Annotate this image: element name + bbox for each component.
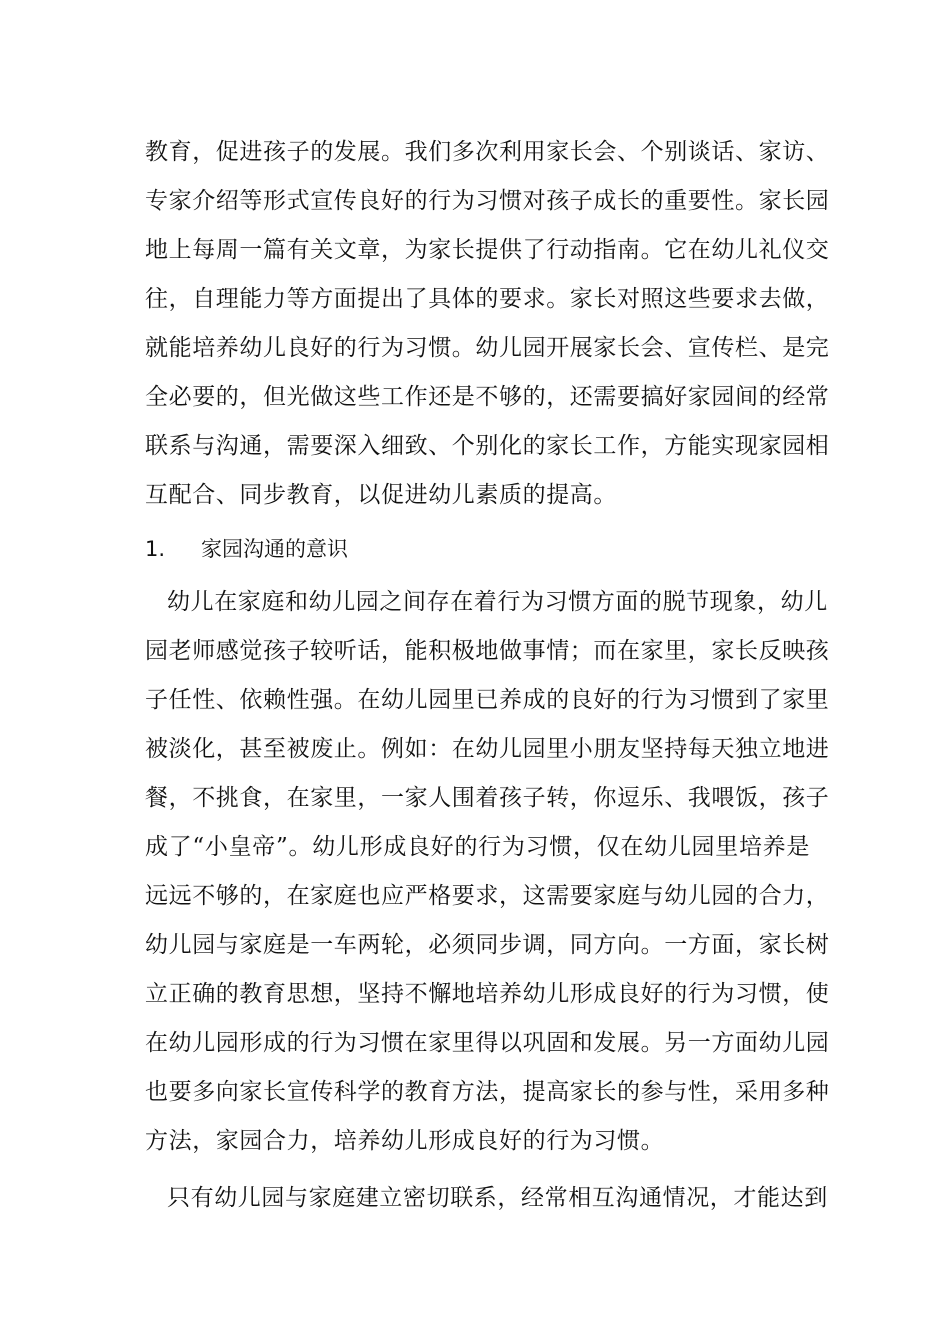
text-line: 地上每周一篇有关文章，为家长提供了行动指南。它在幼儿礼仪交 <box>145 237 830 263</box>
text-line: 园老师感觉孩子较听话，能积极地做事情；而在家里，家长反映孩 <box>145 638 830 664</box>
text-line: 就能培养幼儿良好的行为习惯。幼儿园开展家长会、宣传栏、是完 <box>145 335 830 361</box>
text-line: 联系与沟通，需要深入细致、个别化的家长工作，方能实现家园相 <box>145 433 830 459</box>
text-line: 方法，家园合力，培养幼儿形成良好的行为习惯。 <box>145 1128 665 1154</box>
text-line: 往，自理能力等方面提出了具体的要求。家长对照这些要求去做， <box>145 286 830 312</box>
paragraph-1 <box>145 128 830 520</box>
text-line: 也要多向家长宣传科学的教育方法，提高家长的参与性，采用多种 <box>145 1079 830 1105</box>
text-line: 专家介绍等形式宣传良好的行为习惯对孩子成长的重要性。家长园 <box>145 188 830 214</box>
text-line: 幼儿在家庭和幼儿园之间存在着行为习惯方面的脱节现象，幼儿 <box>167 589 828 615</box>
section-title: 家园沟通的意识 <box>201 537 348 561</box>
paragraph-2 <box>145 578 830 1166</box>
text-line: 成了“小皇帝”。幼儿形成良好的行为习惯，仅在幼儿园里培养是 <box>145 834 810 860</box>
text-line: 教育，促进孩子的发展。我们多次利用家长会、个别谈话、家访、 <box>145 139 830 165</box>
text-line: 互配合、同步教育，以促进幼儿素质的提高。 <box>145 482 617 508</box>
section-heading <box>145 527 348 571</box>
text-line: 立正确的教育思想，坚持不懈地培养幼儿形成良好的行为习惯，使 <box>145 981 830 1007</box>
text-line: 子任性、依赖性强。在幼儿园里已养成的良好的行为习惯到了家里 <box>145 687 830 713</box>
text-line: 餐，不挑食，在家里，一家人围着孩子转，你逗乐、我喂饭，孩子 <box>145 785 830 811</box>
text-line: 远远不够的，在家庭也应严格要求，这需要家庭与幼儿园的合力， <box>145 883 830 909</box>
text-line: 幼儿园与家庭是一车两轮，必须同步调，同方向。一方面，家长树 <box>145 932 830 958</box>
paragraph-3 <box>145 1174 828 1223</box>
section-number: 1. <box>145 537 166 561</box>
text-line: 全必要的，但光做这些工作还是不够的，还需要搞好家园间的经常 <box>145 384 830 410</box>
text-line: 在幼儿园形成的行为习惯在家里得以巩固和发展。另一方面幼儿园 <box>145 1030 830 1056</box>
text-line: 只有幼儿园与家庭建立密切联系，经常相互沟通情况，才能达到 <box>167 1185 828 1211</box>
text-line: 被淡化，甚至被废止。例如：在幼儿园里小朋友坚持每天独立地进 <box>145 736 830 762</box>
